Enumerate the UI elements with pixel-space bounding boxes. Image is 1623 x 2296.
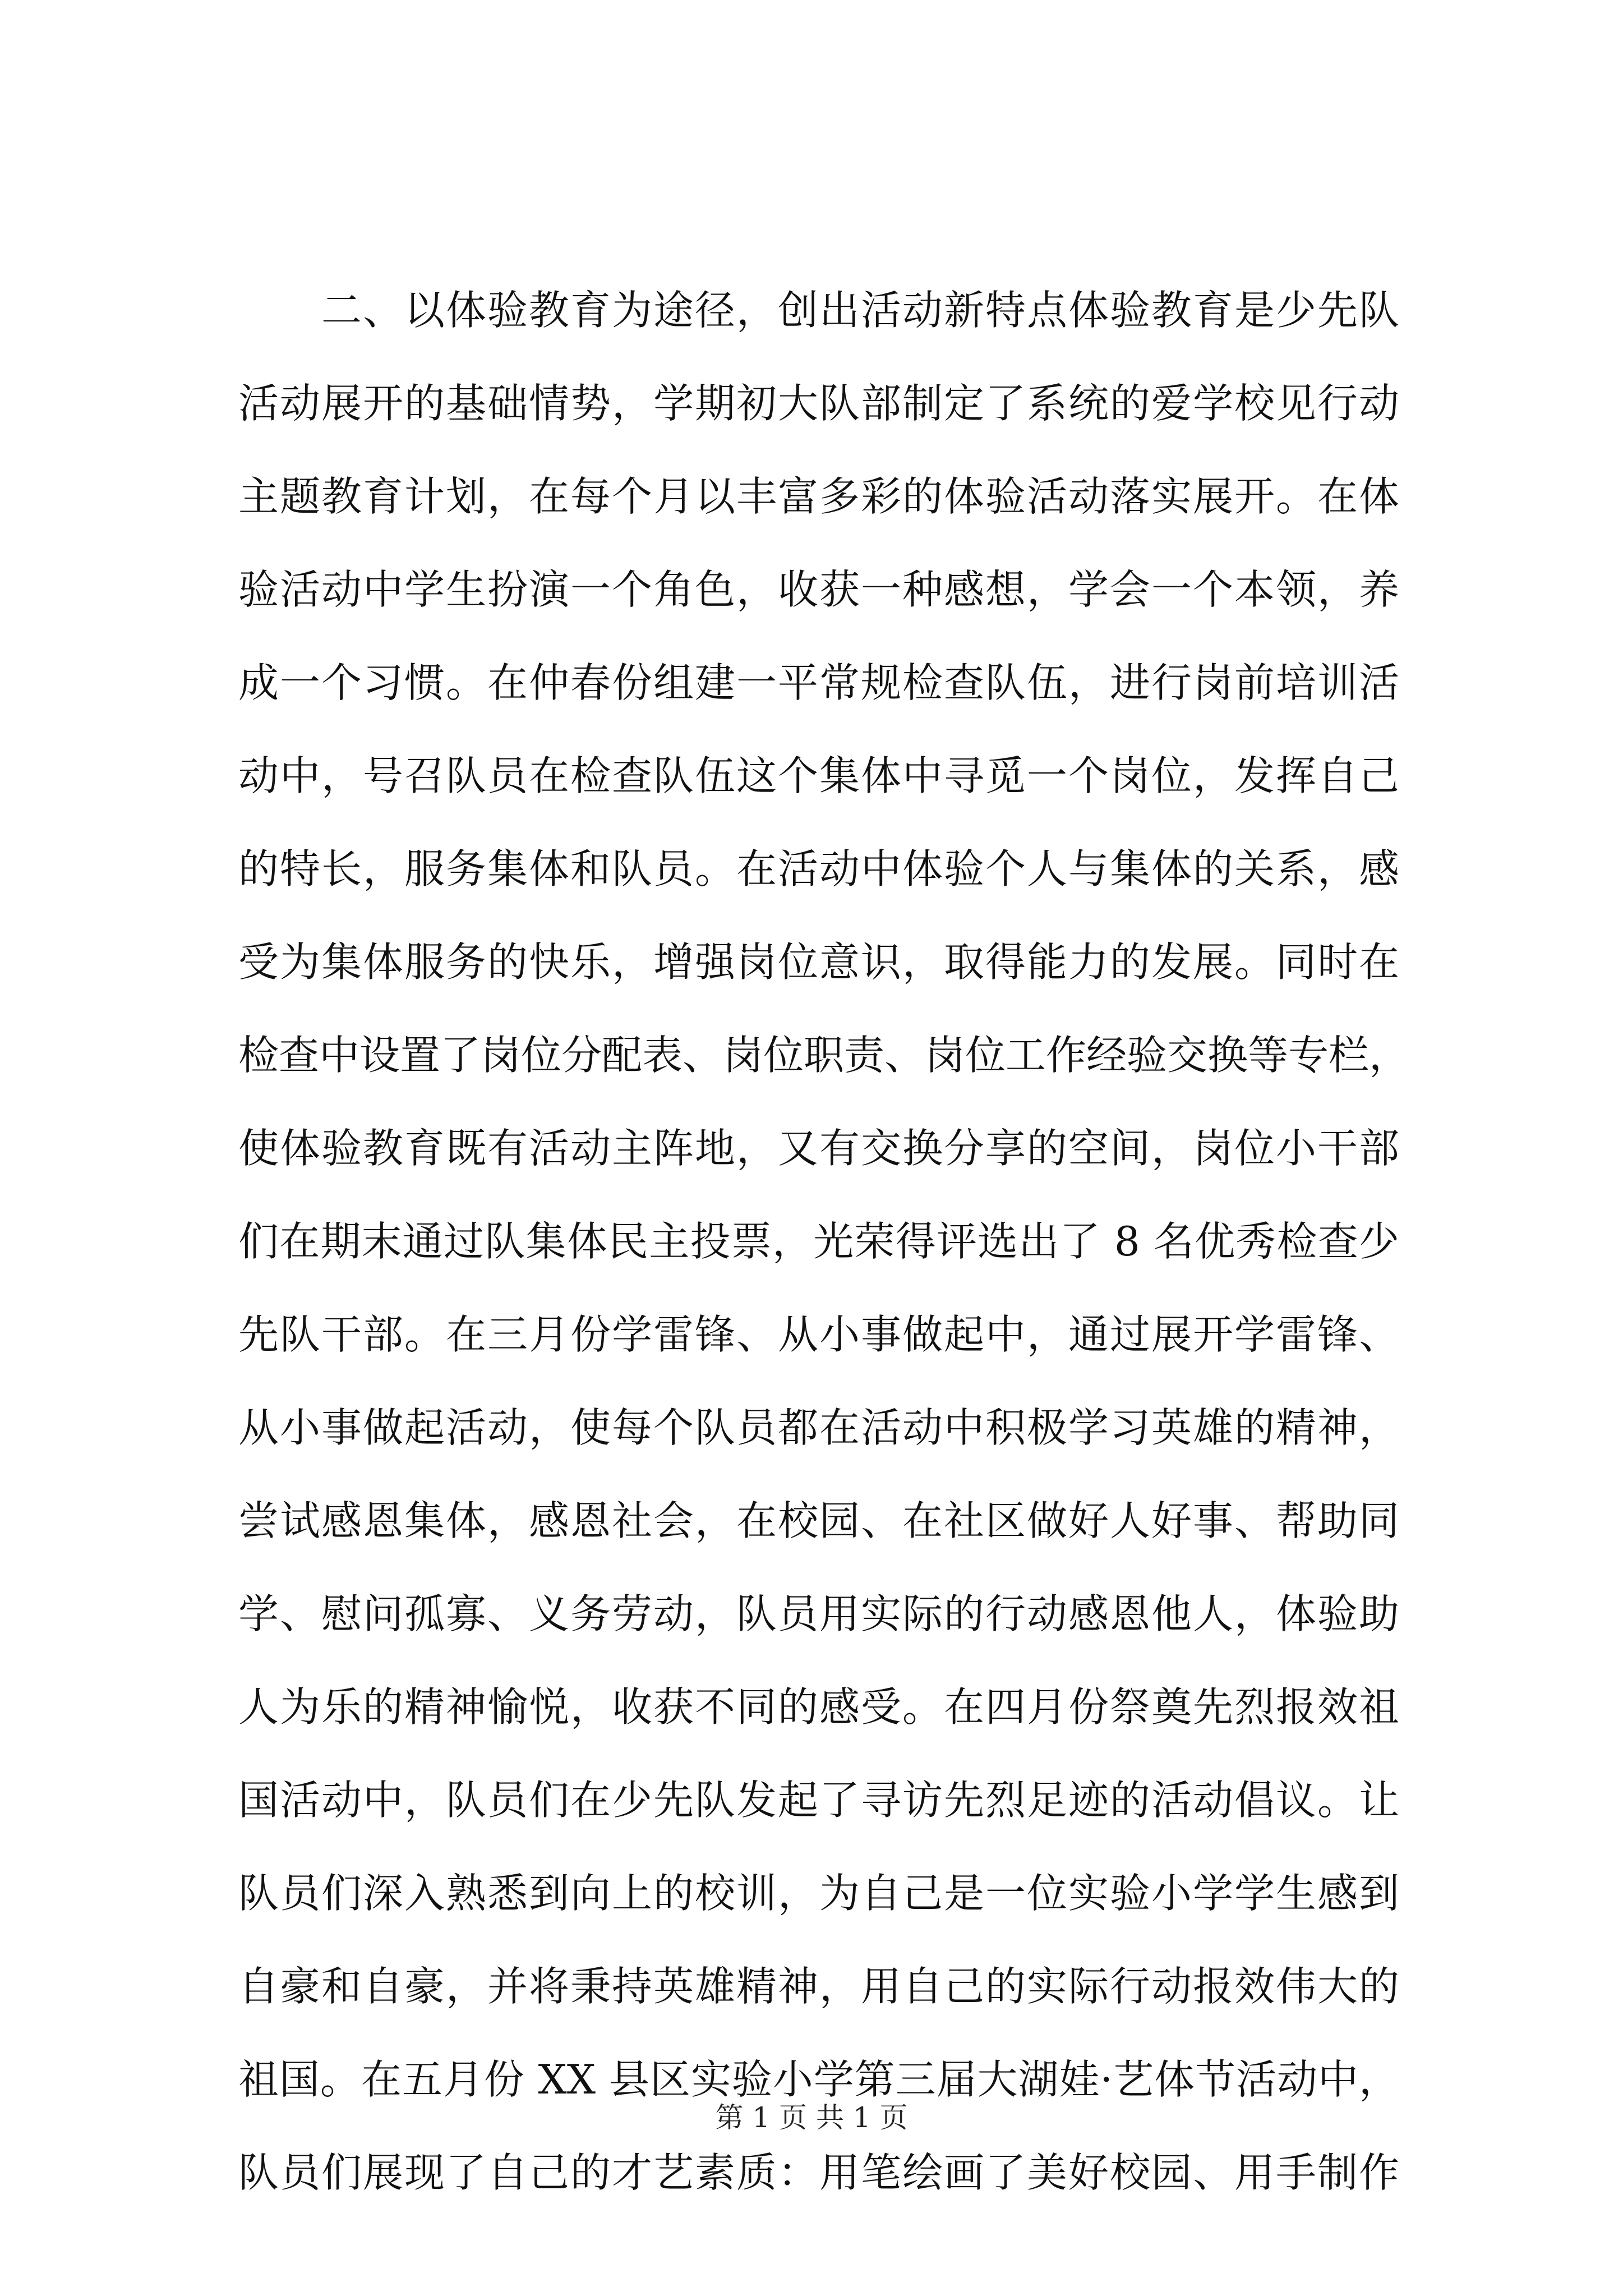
text-line: 们在期末通过队集体民主投票，光荣得评选出了 8 名优秀检查少: [238, 1218, 1399, 1265]
text-line: 检查中设置了岗位分配表、岗位职责、岗位工作经验交换等专栏，: [238, 1032, 1410, 1079]
text-line: 主题教育计划，在每个月以丰富多彩的体验活动落实展开。在体: [238, 473, 1399, 520]
body-text: [238, 264, 1410, 2219]
page-footer: 第 1 页 共 1 页: [715, 2101, 908, 2134]
text-line: 人为乐的精神愉悦，收获不同的感受。在四月份祭奠先烈报效祖: [238, 1683, 1399, 1731]
text-line: 动中，号召队员在检查队伍这个集体中寻觅一个岗位，发挥自己: [238, 752, 1399, 799]
text-line: 祖国。在五月份 XX 县区实验小学第三届大湖娃·艺体节活动中，: [238, 2056, 1399, 2103]
text-line: 从小事做起活动，使每个队员都在活动中积极学习英雄的精神，: [238, 1404, 1399, 1451]
text-line: 验活动中学生扮演一个角色，收获一种感想，学会一个本领，养: [238, 566, 1399, 613]
text-line: 二、以体验教育为途径，创出活动新特点体验教育是少先队: [238, 287, 1399, 334]
text-line: 的特长，服务集体和队员。在活动中体验个人与集体的关系，感: [238, 845, 1399, 892]
text-line: 自豪和自豪，并将秉持英雄精神，用自己的实际行动报效伟大的: [238, 1963, 1399, 2010]
text-line: 活动展开的基础情势，学期初大队部制定了系统的爱学校见行动: [238, 380, 1399, 427]
text-line: 先队干部。在三月份学雷锋、从小事做起中，通过展开学雷锋、: [238, 1311, 1399, 1358]
text-line: 成一个习惯。在仲春份组建一平常规检查队伍，进行岗前培训活: [238, 659, 1399, 706]
text-line: 队员们展现了自己的才艺素质：用笔绘画了美好校园、用手制作: [238, 2149, 1399, 2196]
text-line: 学、慰问孤寡、义务劳动，队员用实际的行动感恩他人，体验助: [238, 1590, 1399, 1637]
text-line: 使体验教育既有活动主阵地，又有交换分享的空间，岗位小干部: [238, 1125, 1399, 1172]
text-line: 国活动中，队员们在少先队发起了寻访先烈足迹的活动倡议。让: [238, 1777, 1399, 1824]
text-line: 受为集体服务的快乐，增强岗位意识，取得能力的发展。同时在: [238, 938, 1399, 986]
text-line: 尝试感恩集体，感恩社会，在校园、在社区做好人好事、帮助同: [238, 1497, 1399, 1544]
text-line: 队员们深入熟悉到向上的校训，为自己是一位实验小学学生感到: [238, 1870, 1399, 1917]
